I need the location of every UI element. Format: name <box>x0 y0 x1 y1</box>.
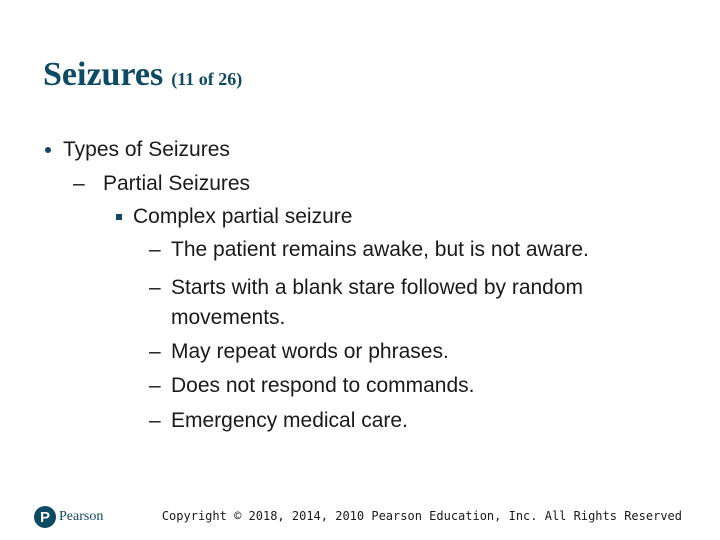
dash-marker: – <box>149 276 161 299</box>
bullet-dot-icon <box>45 147 51 153</box>
title-main: Seizures <box>43 56 164 93</box>
slide-title <box>43 56 242 94</box>
bullet-level2: Partial Seizures <box>103 172 251 195</box>
bullet-level1: Types of Seizures <box>63 138 230 161</box>
pearson-logo-text: Pearson <box>59 509 104 524</box>
title-sub: (11 of 26) <box>171 69 243 89</box>
bullet-level4-item-continuation: movements. <box>171 306 286 329</box>
copyright-text: Copyright © 2018, 2014, 2010 Pearson Education, Inc. All Rights Reserved <box>161 509 682 523</box>
bullet-level4-item: May repeat words or phrases. <box>171 340 449 363</box>
bullet-level4-item: The patient remains awake, but is not aware. <box>171 238 589 261</box>
bullet-level4-item: Does not respond to commands. <box>171 374 475 397</box>
bullet-level4-item: Emergency medical care. <box>171 409 408 432</box>
bullet-level3: Complex partial seizure <box>133 205 353 228</box>
dash-marker: – <box>149 374 161 397</box>
pearson-logo-icon: P <box>34 506 56 528</box>
dash-marker: – <box>149 238 161 261</box>
dash-marker: – <box>73 172 85 195</box>
bullet-square-icon <box>116 214 122 220</box>
bullet-level4-item: Starts with a blank stare followed by random <box>171 276 584 299</box>
dash-marker: – <box>149 340 161 363</box>
dash-marker: – <box>149 409 161 432</box>
pearson-logo <box>34 505 103 529</box>
